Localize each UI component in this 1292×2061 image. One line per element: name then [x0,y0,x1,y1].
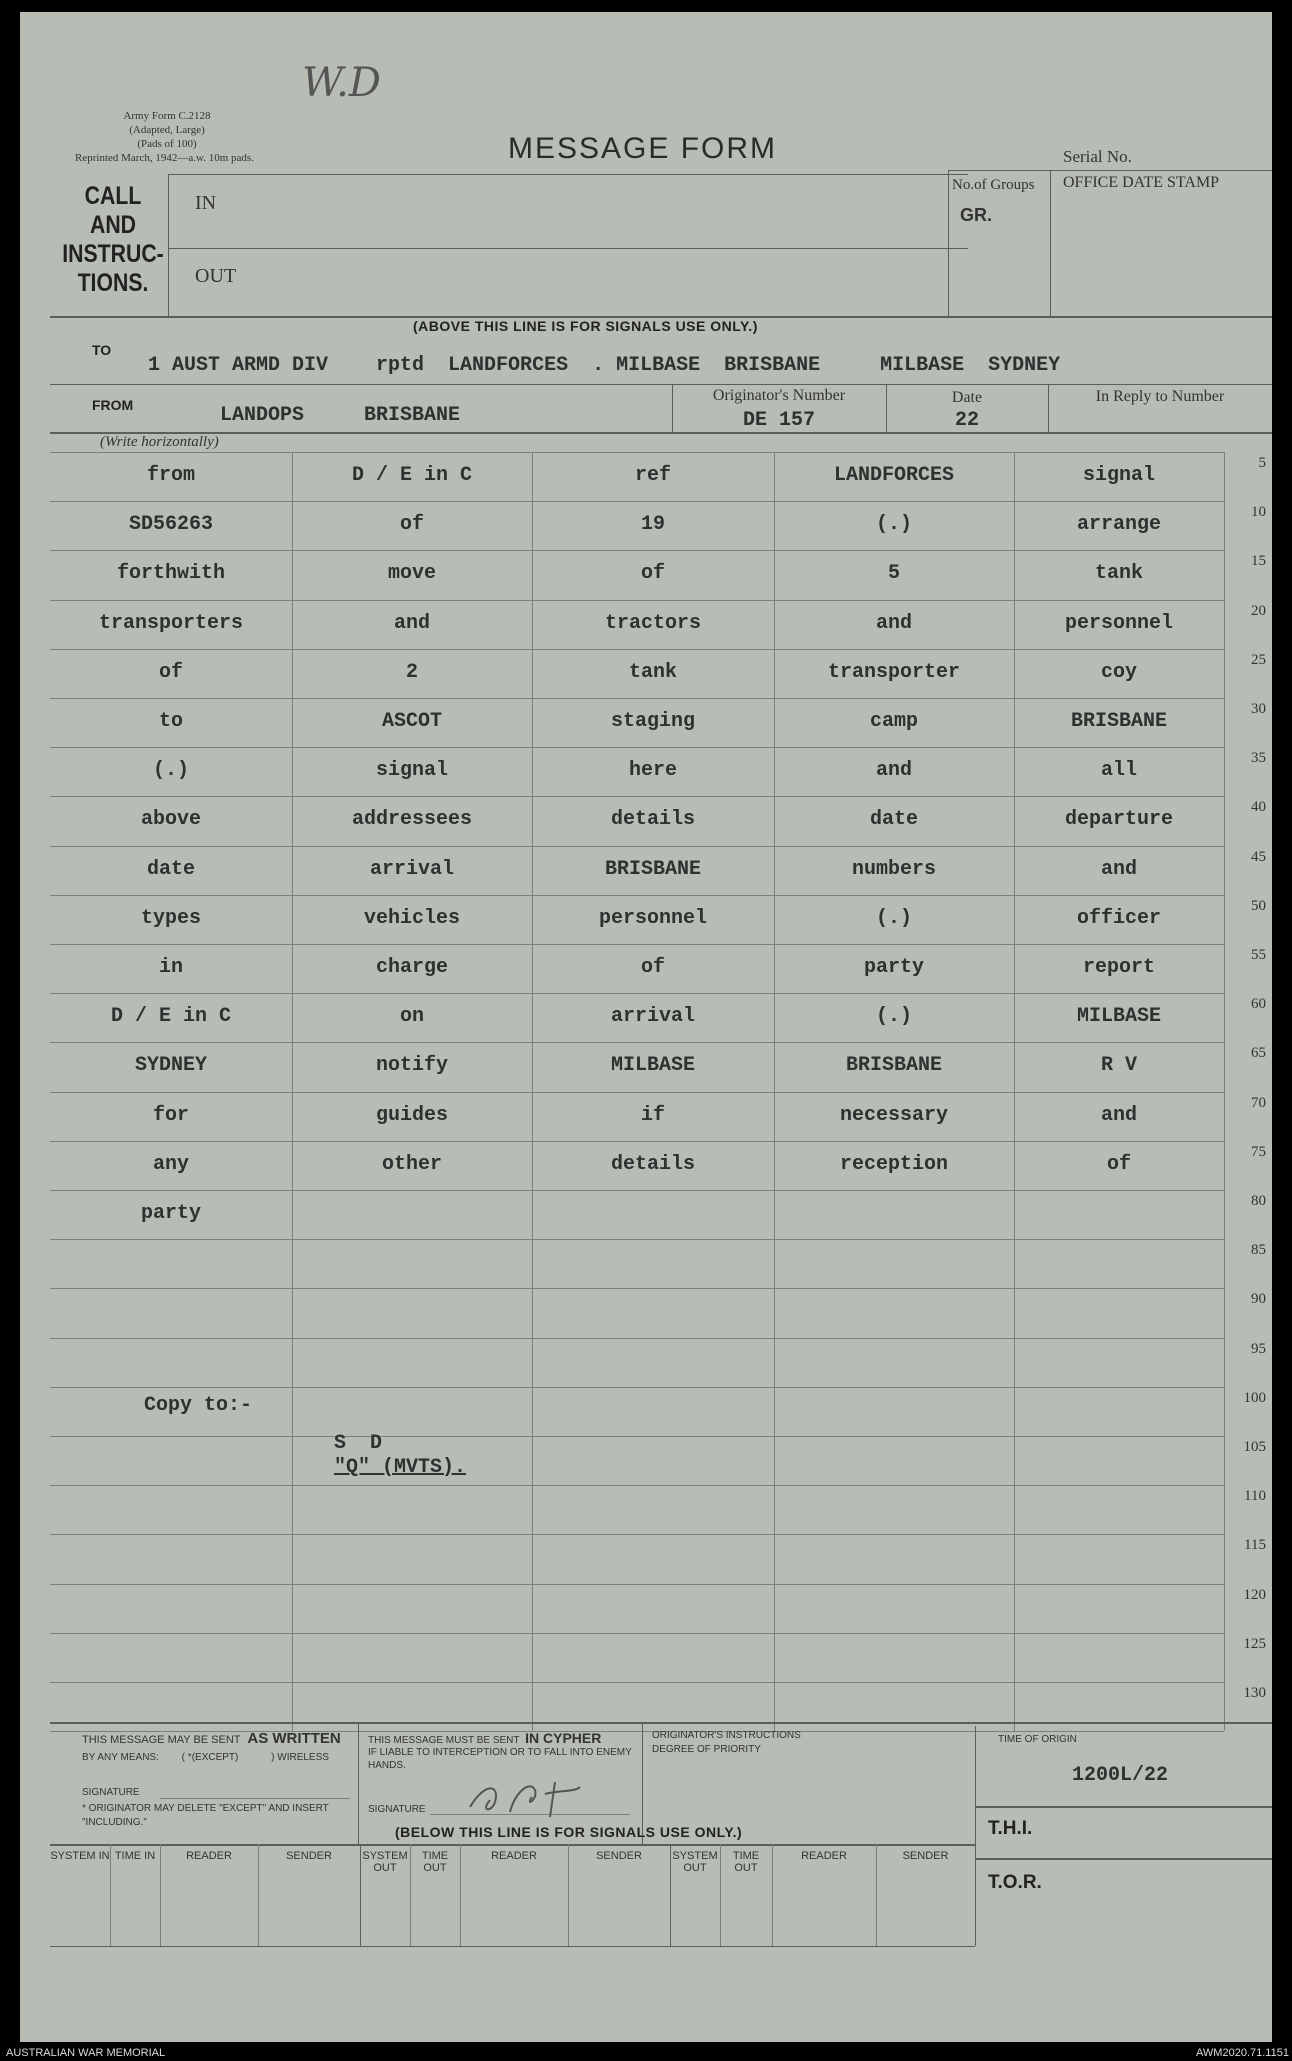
form-id: Army Form C.2128 [123,110,211,122]
message-word: and [875,611,912,635]
row-count-number: 60 [1251,996,1266,1013]
row-count-number: 110 [1244,1488,1266,1505]
message-word: personnel [1064,611,1174,635]
time-origin-label: TIME OF ORIGIN [998,1734,1077,1745]
row-count-number: 115 [1244,1537,1266,1554]
message-word: D / E in C [351,464,473,487]
message-word: numbers [851,857,936,881]
write-horizontally-note: (Write horizontally) [100,434,219,450]
handwritten-signature [460,1772,620,1822]
cypher-line-1: THIS MESSAGE MUST BE SENT IN CYPHER [368,1730,602,1746]
message-word: vehicles [363,906,460,930]
log-column-header: SYSTEM IN [50,1850,110,1862]
degree-priority-label: DEGREE OF PRIORITY [652,1744,761,1755]
log-column-header: SENDER [902,1850,949,1862]
office-stamp-label: OFFICE DATE STAMP [1063,174,1220,191]
groups-label: No.of Groups [952,177,1035,193]
message-word: departure [1064,808,1174,832]
row-count-number: 50 [1251,897,1266,914]
message-word: ref [634,464,671,487]
log-column-header: TIME IN [114,1850,156,1862]
message-word: above [140,808,201,832]
written-line-1: THIS MESSAGE MAY BE SENT AS WRITTEN [82,1730,341,1747]
message-word: (.) [875,1005,912,1029]
row-count-number: 105 [1243,1439,1266,1455]
row-count-number: 80 [1251,1193,1266,1209]
message-word: in [158,956,183,979]
from-value: LANDOPS BRISBANE [220,404,461,427]
time-origin-value: 1200L/22 [1072,1764,1169,1787]
row-count-number: 45 [1251,848,1266,865]
message-word: transporter [827,660,961,684]
message-word: move [387,562,436,586]
row-count-number: 100 [1243,1389,1266,1406]
originator-number-value: DE 157 [742,409,815,432]
message-word: staging [610,710,695,733]
message-word: to [158,710,183,733]
message-word: D / E in C [110,1005,232,1029]
message-word: and [875,759,912,783]
message-word: transporters [98,611,244,635]
copy-to-line-2: "Q" (MVTS). [334,1456,467,1479]
message-word: for [152,1103,189,1127]
row-count-number: 85 [1251,1242,1266,1259]
row-count-number: 75 [1251,1143,1266,1160]
row-count-number: 40 [1251,799,1266,816]
message-word: (.) [875,513,912,537]
signals-above-line: (ABOVE THIS LINE IS FOR SIGNALS USE ONLY.) [413,318,758,334]
message-word: tractors [604,611,701,635]
message-word: 19 [640,513,665,537]
log-column-header: SYSTEM OUT [362,1850,408,1874]
message-word: of [1106,1152,1131,1176]
log-column-header: READER [491,1850,537,1862]
form-pads: (Pads of 100) [137,138,197,150]
message-word: of [399,513,424,537]
row-count-number: 30 [1251,701,1266,717]
call-out-label: OUT [195,265,237,287]
log-column-header: SENDER [286,1850,332,1862]
message-word: charge [375,956,448,979]
message-word: addressees [351,808,473,832]
message-word: guides [375,1103,448,1127]
message-word: forthwith [116,562,226,586]
message-word: on [399,1005,424,1029]
message-form-sheet [20,12,1272,2042]
date-value: 22 [954,409,979,432]
caption-left: AUSTRALIAN WAR MEMORIAL [6,2047,166,2059]
row-count-number: 90 [1251,1291,1266,1308]
message-word: here [628,759,677,783]
copy-to-label: Copy to:- [144,1394,253,1417]
log-column-header: READER [801,1850,847,1862]
row-count-number: 10 [1251,504,1266,521]
message-word: personnel [598,906,708,930]
handwritten-annotation: W.D [302,60,381,106]
row-count-number: 95 [1251,1340,1266,1357]
message-word: officer [1076,906,1161,930]
message-word: details [610,808,695,832]
page-title: MESSAGE FORM [508,132,778,165]
message-word: camp [869,710,918,733]
message-word: SD56263 [128,513,213,537]
message-word: (.) [152,759,189,783]
message-word: (.) [875,906,912,930]
originator-instructions-label: ORIGINATOR'S INSTRUCTIONS [652,1730,801,1741]
log-column-header: READER [186,1850,232,1862]
message-word: coy [1100,660,1137,684]
row-count-number: 15 [1251,553,1266,570]
message-word: R V [1100,1054,1137,1078]
message-word: signal [1082,464,1155,487]
row-count-number: 70 [1251,1094,1266,1111]
row-count-number: 120 [1243,1586,1266,1603]
message-word: and [393,611,430,635]
written-line-2: BY ANY MEANS: ( *(EXCEPT) ) WIRELESS [82,1752,329,1763]
message-word: party [140,1202,201,1225]
call-in-label: IN [195,192,217,214]
reply-number-label: In Reply to Number [1095,388,1225,405]
call-instructions-label: CALL AND INSTRUC- TIONS. [62,182,164,297]
message-word: of [158,660,183,684]
row-count-number: 25 [1251,651,1266,668]
date-label: Date [951,389,983,406]
message-word: tank [628,660,677,684]
cypher-line-2: IF LIABLE TO INTERCEPTION OR TO FALL INTO ENEMY HANDS. [368,1747,632,1771]
message-word: details [610,1152,695,1176]
row-count-number: 20 [1251,602,1266,619]
message-word: from [146,464,195,487]
row-count-number: 125 [1243,1635,1266,1652]
originator-number-label: Originator's Number [712,387,846,404]
message-word: SYDNEY [134,1054,207,1078]
gr-label: GR. [960,205,993,225]
row-count-number: 55 [1251,947,1266,963]
message-word: arrange [1076,513,1161,537]
message-word: signal [375,759,448,783]
tor-label: T.O.R. [988,1872,1042,1893]
signals-below-line: (BELOW THIS LINE IS FOR SIGNALS USE ONLY.) [395,1824,743,1840]
message-word: LANDFORCES [833,464,955,487]
message-word: tank [1094,562,1143,586]
thi-label: T.H.I. [988,1818,1033,1839]
cypher-signature-label: SIGNATURE [368,1804,426,1815]
message-word: date [869,808,918,832]
message-word: arrival [369,857,454,881]
message-word: arrival [610,1005,695,1029]
message-word: other [381,1152,442,1176]
caption-right: AWM2020.71.1151 [1196,2047,1289,2059]
to-value: 1 AUST ARMD DIV rptd LANDFORCES . MILBASE BRISBANE MILBASE SYDNEY [148,354,1061,377]
message-word: all [1100,759,1137,783]
row-count-number: 65 [1251,1045,1266,1062]
message-word: of [640,956,665,979]
message-word: MILBASE [1076,1005,1161,1029]
message-word: party [863,956,924,979]
serial-no-label: Serial No. [1063,147,1132,166]
message-word: date [146,857,195,881]
from-label: FROM [92,397,134,413]
message-word: of [640,562,665,586]
row-count-number: 5 [1258,455,1266,471]
message-word: and [1100,1103,1137,1127]
log-column-header: SENDER [596,1850,642,1862]
to-label: TO [92,342,112,358]
message-word: BRISBANE [1070,710,1167,733]
message-word: any [152,1152,189,1176]
message-word: 2 [405,660,418,684]
form-reprint: Reprinted March, 1942—a.w. 10m pads. [75,152,254,164]
message-word: and [1100,857,1137,881]
log-column-header: TIME OUT [421,1850,449,1874]
form-variant: (Adapted, Large) [129,124,205,136]
copy-to-line-1: S D [334,1432,383,1455]
message-word: 5 [887,562,900,586]
message-word: ASCOT [381,710,442,733]
message-word: reception [839,1152,949,1176]
message-word: report [1082,956,1155,979]
written-signature-label: SIGNATURE [82,1787,140,1798]
log-column-header: TIME OUT [732,1850,760,1874]
message-word: BRISBANE [604,857,701,881]
row-count-number: 130 [1243,1685,1266,1701]
message-word: if [640,1103,665,1127]
message-word: types [140,906,201,930]
message-word: BRISBANE [845,1054,942,1078]
originator-delete-note: * ORIGINATOR MAY DELETE "EXCEPT" AND INSERT "INCLUDING." [82,1803,329,1828]
message-word: MILBASE [610,1054,695,1078]
row-count-number: 35 [1251,750,1266,767]
message-word: notify [375,1054,448,1078]
log-column-header: SYSTEM OUT [672,1850,718,1874]
message-word: necessary [839,1103,949,1127]
